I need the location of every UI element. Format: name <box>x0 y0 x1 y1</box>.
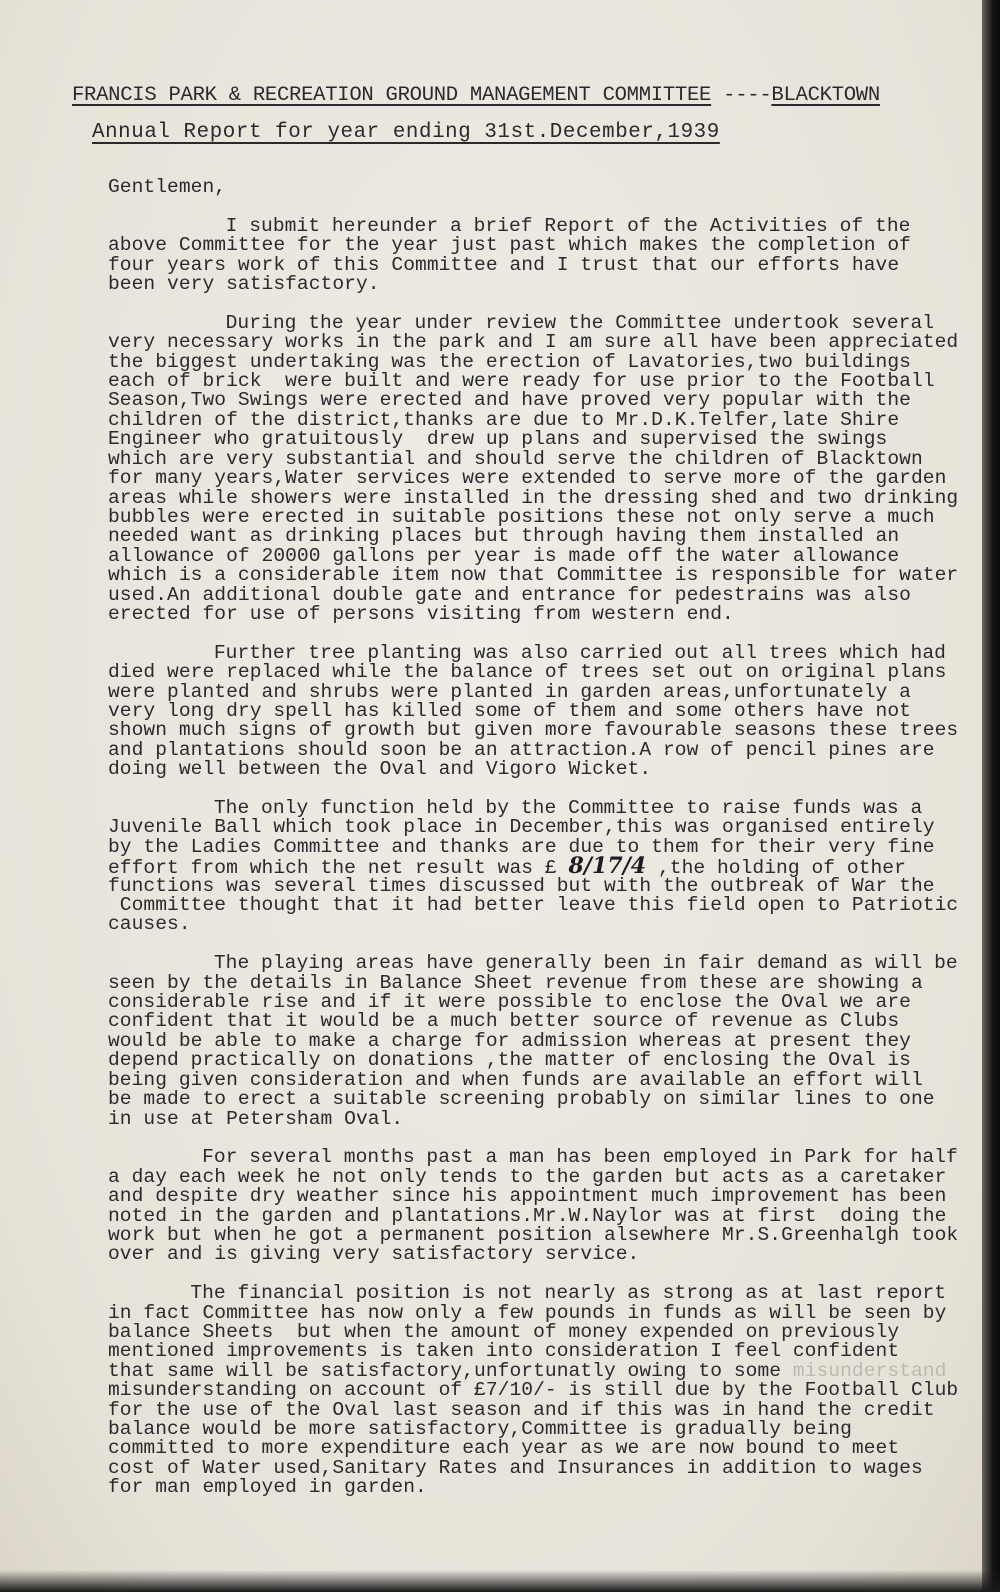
text-line: The financial position is not nearly as strong as at last report <box>190 1282 947 1305</box>
text-line: over and is giving very satisfactory service. <box>108 1243 640 1266</box>
text-line: balance Sheets but when the amount of money expended on previously <box>108 1320 900 1343</box>
text-line: bubbles were erected in suitable positions these not only serve a much <box>108 505 935 528</box>
text-line: misunderstanding on account of £7/10/- is still due by the Football Club <box>108 1379 959 1402</box>
text-line: The playing areas have generally been in fair demand as will be <box>213 952 958 975</box>
letter-body <box>108 178 958 1498</box>
text-line: which is a considerable item now that Committee is responsible for water <box>108 564 959 587</box>
text-line: children of the district,thanks are due to Mr.D.K.Telfer,late Shire <box>108 408 900 431</box>
header-separator: ---- <box>711 84 772 107</box>
text-line: seen by the details in Balance Sheet revenue from these are showing a <box>108 971 923 994</box>
text-line: Season,Two Swings were erected and have proved very popular with the <box>108 389 911 412</box>
text-line: work but when he got a permanent position alsewhere Mr.S.Greenhalgh took <box>108 1223 959 1246</box>
text-line: allowance of 20000 gallons per year is made off the water allowance <box>108 544 900 567</box>
paragraph <box>108 1284 958 1497</box>
text-line: in use at Petersham Oval. <box>108 1107 404 1130</box>
text-line: For several months past a man has been employed in Park for half <box>202 1146 958 1169</box>
text-line: Juvenile Ball which took place in December,this was organised entirely <box>108 816 935 839</box>
header-place: BLACKTOWN <box>771 84 880 107</box>
blank-line <box>108 294 958 313</box>
text-line: a day each week he not only tends to the garden but acts as a caretaker <box>108 1165 947 1188</box>
text-segment: ,the holding of other <box>646 857 906 880</box>
text-line: being given consideration and when funds are available an effort will <box>108 1068 923 1091</box>
text-line: Engineer who gratuitously drew up plans and supervised the swings <box>108 428 888 451</box>
paragraph <box>108 311 959 625</box>
text-line: each of brick were built and were ready for use prior to the Football <box>108 370 935 393</box>
text-line: been very satisfactory. <box>108 273 380 296</box>
text-line: and plantations should soon be an attraction.A row of pencil pines are <box>108 738 935 761</box>
blank-line <box>108 197 958 216</box>
paragraph <box>108 799 958 935</box>
text-segment: effort from which the net result was £ <box>108 857 569 880</box>
text-line: The only function held by the Committee to raise funds was a <box>213 797 923 819</box>
paragraph <box>108 954 958 1129</box>
paragraph <box>108 214 958 296</box>
text-line: very long dry spell has killed some of them and some others have not <box>108 699 911 722</box>
text-line: During the year under review the Committee undertook several <box>225 311 935 334</box>
text-line: confident that it would be a much better source of revenue as Clubs <box>108 1010 900 1033</box>
document-header <box>72 84 880 107</box>
text-line: for many years,Water services were extended to serve more of the garden <box>108 467 947 490</box>
text-line: would be able to make a charge for admission whereas at present they <box>108 1029 911 1052</box>
text-line: be made to erect a suitable screening probably on similar lines to one <box>108 1088 935 1111</box>
text-line: very necessary works in the park and I am sure all have been appreciated <box>108 331 959 354</box>
text-line: for the use of the Oval last season and if this was in hand the credit <box>108 1398 935 1421</box>
report-title: Annual Report for year ending 31st.December,1939 <box>92 121 720 144</box>
scan-bottom-edge <box>0 1570 1000 1592</box>
scan-edge <box>982 0 1000 1592</box>
text-line: areas while showers were installed in the dressing shed and two drinking <box>108 486 959 509</box>
paragraph <box>108 1148 958 1264</box>
text-line: four years work of this Committee and I trust that our efforts have <box>108 253 900 276</box>
handwritten-amount: 8/17/4 <box>568 853 647 880</box>
text-line: balance would be more satisfactory,Committee is gradually being <box>108 1418 852 1440</box>
text-line: needed want as drinking places but through having them installed an <box>108 525 900 548</box>
committee-name: FRANCIS PARK & RECREATION GROUND MANAGEMENT COMMITTEE <box>72 84 712 107</box>
text-line: Committee thought that it had better leave this field open to Patriotic <box>108 894 959 917</box>
text-line: shown much signs of growth but given more favourable seasons these trees <box>108 719 959 742</box>
text-line: committed to more expenditure each year as we are now bound to meet <box>108 1437 900 1460</box>
text-line: above Committee for the year just past which makes the completion of <box>108 234 911 257</box>
text-line: and despite dry weather since his appointment much improvement has been <box>108 1185 947 1208</box>
text-line: doing well between the Oval and Vigoro Wicket. <box>108 758 652 781</box>
text-line: in fact Committee has now only a few pounds in funds as will be seen by <box>108 1301 947 1324</box>
text-line: causes. <box>108 913 191 936</box>
paragraph <box>108 641 959 781</box>
text-line: died were replaced while the balance of trees set out on original plans <box>108 661 947 684</box>
text-line: by the Ladies Committee and thanks are due to them for their very fine <box>108 835 935 858</box>
text-line: were planted and shrubs were planted in garden areas,unfortunately a <box>108 680 911 703</box>
blank-line <box>108 624 958 643</box>
struck-text: misunderstand <box>781 1359 947 1382</box>
text-line: depend practically on donations ,the matter of enclosing the Oval is <box>108 1049 911 1072</box>
text-line: for man employed in garden. <box>108 1476 427 1499</box>
text-line: noted in the garden and plantations.Mr.W.Naylor was at first doing the <box>108 1204 947 1227</box>
text-segment: that same will be satisfactory,unfortunatly owing to some <box>108 1359 782 1382</box>
text-line: used.An additional double gate and entrance for pedestrains was also <box>108 583 911 606</box>
text-line: mentioned improvements is taken into consideration I feel confident <box>108 1340 900 1363</box>
text-line: considerable rise and if it were possible to enclose the Oval we are <box>108 991 911 1014</box>
text-line: I submit hereunder a brief Report of the Activities of the <box>225 214 911 237</box>
text-line: the biggest undertaking was the erection of Lavatories,two buildings <box>108 350 911 373</box>
text-line: cost of Water used,Sanitary Rates and Insurances in addition to wages <box>108 1456 923 1479</box>
salutation: Gentlemen, <box>108 176 227 198</box>
text-line: functions was several times discussed but with the outbreak of War the <box>108 874 935 897</box>
net-result-line <box>108 853 958 880</box>
text-line: erected for use of persons visiting from western end. <box>108 602 734 625</box>
text-line: Further tree planting was also carried out all trees which had <box>213 641 946 664</box>
text-line: which are very substantial and should serve the children of Blacktown <box>108 447 923 470</box>
